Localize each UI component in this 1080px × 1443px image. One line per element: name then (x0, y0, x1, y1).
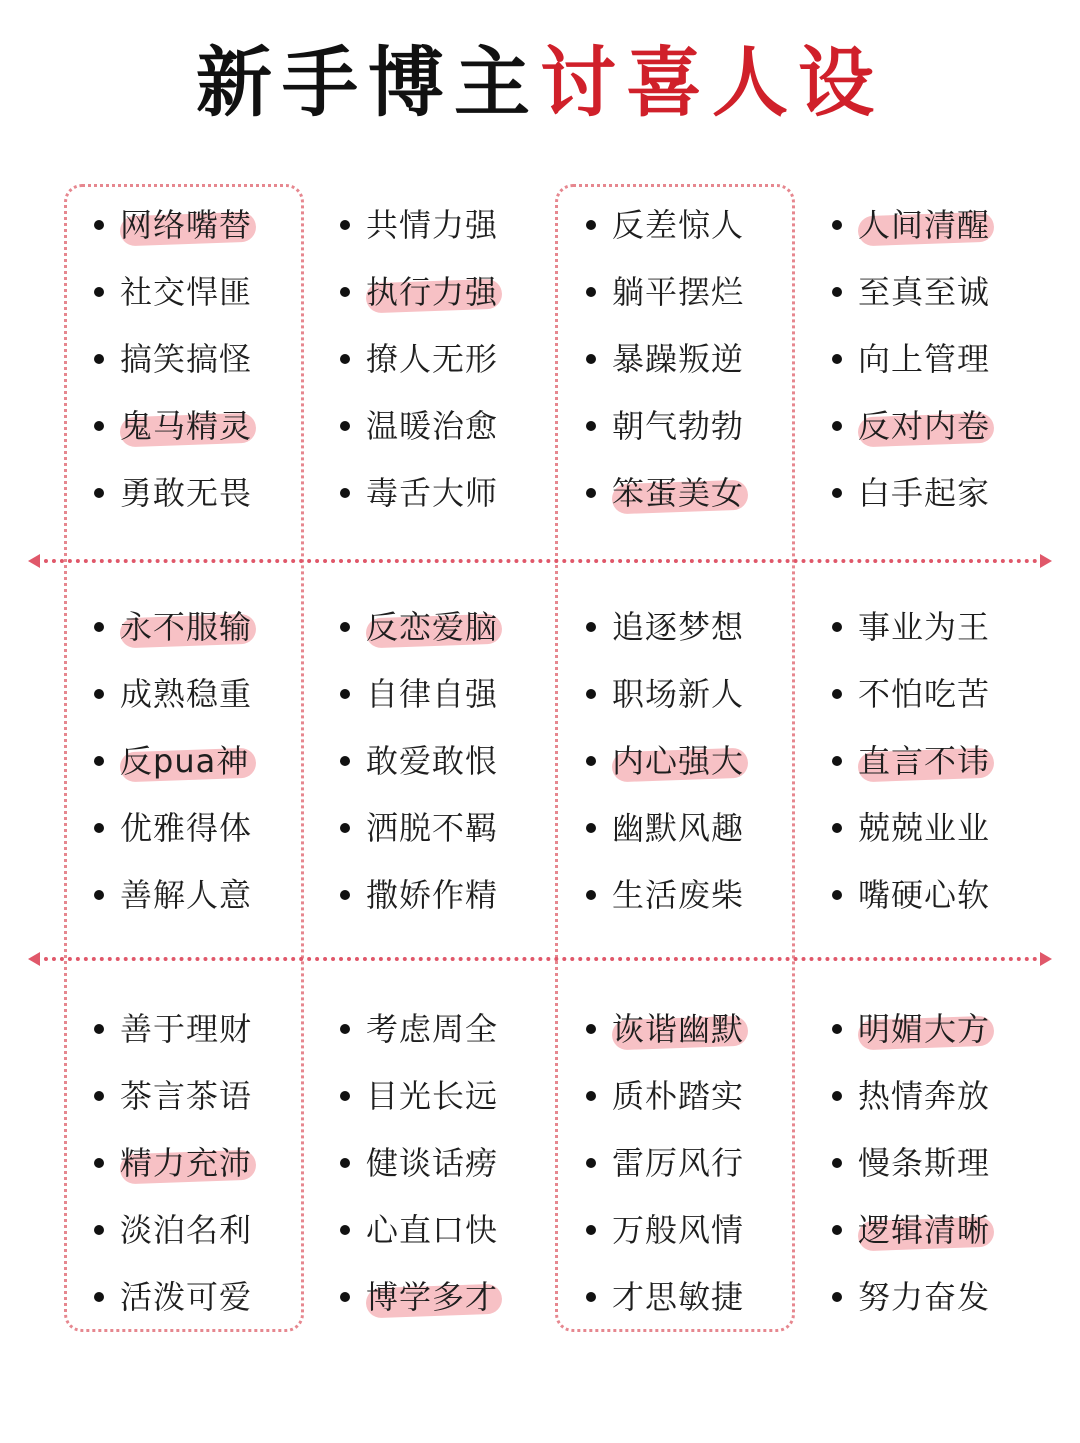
persona-label: 淡泊名利 (120, 1211, 253, 1249)
persona-label: 活泼可爱 (120, 1278, 253, 1316)
persona-label: 健谈话痨 (366, 1144, 499, 1182)
bullet-icon (340, 823, 350, 833)
persona-label: 茶言茶语 (120, 1077, 253, 1115)
bullet-icon (340, 1292, 350, 1302)
persona-label: 执行力强 (366, 273, 499, 311)
bullet-icon (94, 1292, 104, 1302)
bullet-icon (340, 756, 350, 766)
bullet-icon (586, 287, 596, 297)
bullet-icon (586, 622, 596, 632)
bullet-icon (340, 354, 350, 364)
bullet-icon (832, 354, 842, 364)
bullet-icon (94, 1024, 104, 1034)
bullet-icon (586, 488, 596, 498)
bullet-icon (340, 421, 350, 431)
persona-label: 精力充沛 (120, 1144, 253, 1182)
arrow-left-icon (28, 554, 40, 568)
persona-label: 反对内卷 (858, 407, 991, 445)
persona-label: 善于理财 (120, 1010, 253, 1048)
persona-label: 至真至诚 (858, 273, 991, 311)
persona-label: 考虑周全 (366, 1010, 499, 1048)
persona-label: 白手起家 (858, 474, 991, 512)
persona-label: 职场新人 (612, 675, 745, 713)
bullet-icon (586, 1225, 596, 1235)
bullet-icon (832, 1292, 842, 1302)
bullet-icon (832, 689, 842, 699)
persona-label: 自律自强 (366, 675, 499, 713)
bullet-icon (832, 823, 842, 833)
persona-label: 内心强大 (612, 742, 745, 780)
title-part-2: 讨喜人设 (540, 38, 884, 127)
persona-label: 勇敢无畏 (120, 474, 253, 512)
persona-label: 明媚大方 (858, 1010, 991, 1048)
bullet-icon (340, 622, 350, 632)
bullet-icon (586, 1024, 596, 1034)
persona-label: 撩人无形 (366, 340, 499, 378)
persona-label: 永不服输 (120, 608, 253, 646)
bullet-icon (832, 1225, 842, 1235)
persona-label: 温暖治愈 (366, 407, 499, 445)
persona-label: 事业为王 (858, 608, 991, 646)
bullet-icon (340, 1158, 350, 1168)
bullet-icon (832, 220, 842, 230)
bullet-icon (340, 1024, 350, 1034)
persona-label: 毒舌大师 (366, 474, 499, 512)
persona-label: 才思敏捷 (612, 1278, 745, 1316)
persona-label: 热情奔放 (858, 1077, 991, 1115)
bullet-icon (94, 756, 104, 766)
bullet-icon (94, 823, 104, 833)
persona-label: 博学多才 (366, 1278, 499, 1316)
persona-label: 质朴踏实 (612, 1077, 745, 1115)
bullet-icon (94, 1091, 104, 1101)
bullet-icon (340, 220, 350, 230)
persona-label: 诙谐幽默 (612, 1010, 745, 1048)
persona-label: 朝气勃勃 (612, 407, 745, 445)
bullet-icon (832, 1158, 842, 1168)
persona-label: 洒脱不羁 (366, 809, 499, 847)
bullet-icon (586, 890, 596, 900)
bullet-icon (340, 287, 350, 297)
persona-label: 善解人意 (120, 876, 253, 914)
bullet-icon (832, 287, 842, 297)
bullet-icon (832, 1091, 842, 1101)
bullet-icon (94, 421, 104, 431)
section-divider-1 (36, 559, 1046, 563)
bullet-icon (94, 488, 104, 498)
persona-label: 反恋爱脑 (366, 608, 499, 646)
bullet-icon (832, 1024, 842, 1034)
bullet-icon (94, 689, 104, 699)
bullet-icon (94, 622, 104, 632)
persona-label: 追逐梦想 (612, 608, 745, 646)
bullet-icon (94, 220, 104, 230)
bullet-icon (340, 1091, 350, 1101)
bullet-icon (832, 421, 842, 431)
bullet-icon (340, 1225, 350, 1235)
bullet-icon (94, 354, 104, 364)
bullet-icon (340, 890, 350, 900)
bullet-icon (586, 1158, 596, 1168)
persona-label: 撒娇作精 (366, 876, 499, 914)
persona-label: 幽默风趣 (612, 809, 745, 847)
arrow-right-icon (1040, 554, 1052, 568)
persona-label: 优雅得体 (120, 809, 253, 847)
bullet-icon (586, 823, 596, 833)
title-part-1: 新手博主 (196, 38, 540, 127)
bullet-icon (94, 1225, 104, 1235)
arrow-right-icon (1040, 952, 1052, 966)
bullet-icon (832, 622, 842, 632)
bullet-icon (586, 220, 596, 230)
persona-label: 慢条斯理 (858, 1144, 991, 1182)
persona-label: 搞笑搞怪 (120, 340, 253, 378)
bullet-icon (94, 1158, 104, 1168)
persona-label: 逻辑清晰 (858, 1211, 991, 1249)
persona-label: 暴躁叛逆 (612, 340, 745, 378)
persona-label: 反差惊人 (612, 206, 745, 244)
persona-label: 不怕吃苦 (858, 675, 991, 713)
section-divider-2 (36, 957, 1046, 961)
bullet-icon (586, 1292, 596, 1302)
bullet-icon (832, 488, 842, 498)
bullet-icon (586, 354, 596, 364)
bullet-icon (94, 287, 104, 297)
bullet-icon (586, 1091, 596, 1101)
page-title (0, 28, 1080, 138)
persona-label: 努力奋发 (858, 1278, 991, 1316)
bullet-icon (586, 689, 596, 699)
persona-label: 人间清醒 (858, 206, 991, 244)
persona-label: 嘴硬心软 (858, 876, 991, 914)
persona-label: 心直口快 (366, 1211, 499, 1249)
persona-label: 目光长远 (366, 1077, 499, 1115)
bullet-icon (586, 421, 596, 431)
persona-label: 兢兢业业 (858, 809, 991, 847)
persona-label: 反pua神 (120, 742, 250, 780)
bullet-icon (340, 689, 350, 699)
persona-label: 笨蛋美女 (612, 474, 745, 512)
persona-label: 万般风情 (612, 1211, 745, 1249)
persona-label: 向上管理 (858, 340, 991, 378)
persona-label: 直言不讳 (858, 742, 991, 780)
persona-label: 网络嘴替 (120, 206, 253, 244)
persona-label: 社交悍匪 (120, 273, 253, 311)
persona-label: 敢爱敢恨 (366, 742, 499, 780)
persona-label: 鬼马精灵 (120, 407, 253, 445)
bullet-icon (832, 890, 842, 900)
bullet-icon (94, 890, 104, 900)
bullet-icon (832, 756, 842, 766)
bullet-icon (340, 488, 350, 498)
persona-label: 成熟稳重 (120, 675, 253, 713)
arrow-left-icon (28, 952, 40, 966)
persona-label: 共情力强 (366, 206, 499, 244)
persona-label: 躺平摆烂 (612, 273, 745, 311)
persona-label: 雷厉风行 (612, 1144, 745, 1182)
persona-label: 生活废柴 (612, 876, 745, 914)
bullet-icon (586, 756, 596, 766)
